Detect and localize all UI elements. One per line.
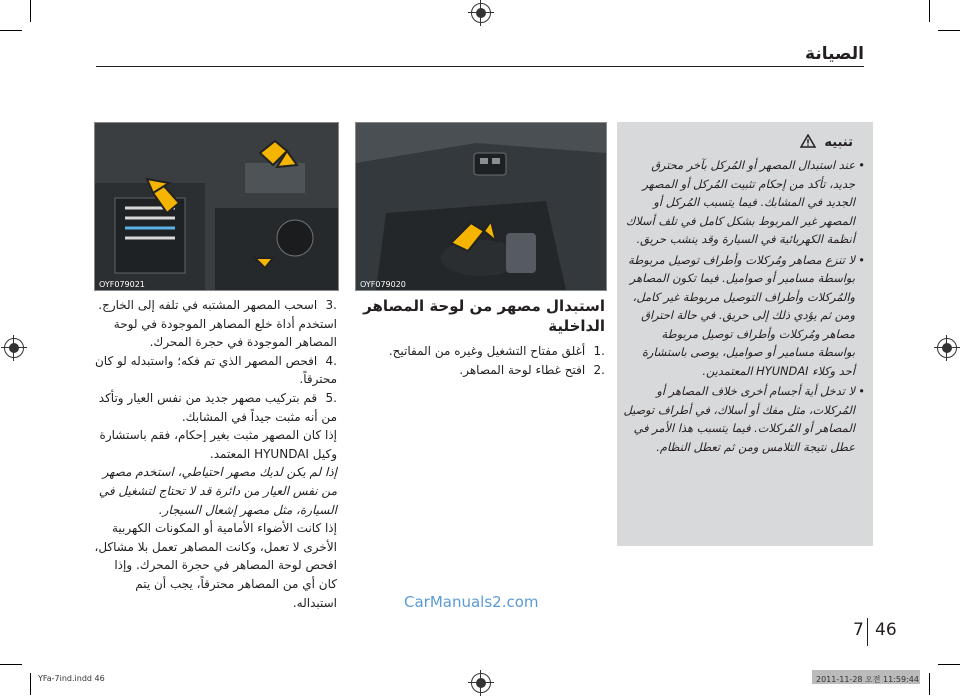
step-item bbox=[355, 361, 605, 380]
crop-mark bbox=[929, 0, 930, 22]
caution-item: • لا تدخل أية أجسام أخرى خلاف المصاهر أو المُركلات، مثل مفك أو أسلاك، في أطراف توصيل المصاهر أو المُركلات. فيما يتسبب هذا الأمر في عطل نتيجة التلامس ومن ثم تعطل النظام. bbox=[623, 382, 865, 456]
caution-item: • لا تنزع مصاهر ومُركلات وأطراف توصيل مربوطة بواسطة مسامير أو صواميل. فيما تكون المصاهر والمُركلات وأطراف التوصيل مربوطة غير كامل، ومن ثم يؤدي ذلك إلى حريق. في حالة احتراق مصاهر ومُركلات وأطراف توصيل مربوطة بواسطة مسامير أو صواميل، يوصى باستشارة أحد وكلاء HYUNDAI المعتمدين. bbox=[623, 251, 865, 381]
caution-list bbox=[623, 156, 865, 458]
crop-mark bbox=[938, 664, 960, 665]
watermark: CarManuals2.com bbox=[404, 593, 539, 611]
step-item bbox=[94, 296, 337, 352]
note-paragraph: إذا كانت الأضواء الأمامية أو المكونات الكهربية الأخرى لا تعمل، وكانت المصاهر تعمل بلا مشاكل، افحص لوحة المصاهر في حجرة المحرك. وإذا كان أي من المصاهر محترقاً، يجب أن يتم استبداله. bbox=[94, 521, 337, 610]
steps-list bbox=[355, 342, 605, 379]
engine-fuse-box-photo bbox=[94, 122, 339, 291]
step-number: .5 bbox=[325, 390, 337, 405]
step-item bbox=[94, 389, 337, 426]
fuse-panel-photo bbox=[355, 122, 607, 291]
middle-column bbox=[355, 296, 605, 379]
step-number: .4 bbox=[325, 353, 337, 368]
registration-mark-icon bbox=[471, 673, 491, 693]
registration-mark-icon bbox=[471, 3, 491, 23]
footer-timestamp: 2011-11-28 오전 11:59:44 bbox=[816, 675, 919, 684]
footer-filename: YFa-7ind.indd 46 bbox=[38, 674, 105, 683]
section-heading: استبدال مصهر من لوحة المصاهر bbox=[363, 297, 605, 315]
step-number: .3 bbox=[325, 298, 337, 312]
step-text: أغلق مفتاح التشغيل وغيره من المفاتيح. bbox=[388, 344, 586, 358]
step-text: افتح غطاء لوحة المصاهر. bbox=[459, 362, 586, 377]
registration-mark-icon bbox=[4, 338, 24, 358]
page-number-divider bbox=[867, 618, 868, 646]
caution-item: • عند استبدال المصهر أو المُركل بآخر محترق جديد، تأكد من إحكام تثبيت المُركل أو المصهر الجديد في المشابك. فيما يتسبب المُركل أو المصهر غير المربوط بشكل كامل في تلف أسلاك أنظمة الكهربائية في السيارة وقد ينشب حريق. bbox=[623, 156, 865, 249]
step-item bbox=[94, 352, 337, 389]
note-paragraph-italic: إذا لم يكن لديك مصهر احتياطي، استخدم مصهر من نفس العيار من دائرة قد لا تحتاج لتشغيل في السيارة، مثل مصهر إشعال السيجار. bbox=[98, 465, 337, 517]
crop-mark bbox=[30, 0, 31, 22]
crop-mark bbox=[929, 673, 930, 695]
crop-mark bbox=[0, 30, 22, 31]
engine-fuse-box-illustration bbox=[95, 123, 338, 290]
step-number: .1 bbox=[593, 344, 605, 358]
section-title: الصيانة bbox=[805, 44, 864, 64]
crop-mark bbox=[30, 673, 31, 695]
chapter-number: 7 bbox=[853, 620, 864, 640]
warning-triangle-icon bbox=[800, 134, 816, 148]
crop-mark bbox=[0, 664, 22, 665]
caution-label: تنبيه bbox=[824, 135, 853, 150]
page-number: 46 bbox=[875, 620, 897, 640]
photo-code: OYF079021 bbox=[99, 280, 145, 289]
title-rule bbox=[96, 66, 864, 67]
crop-mark bbox=[938, 30, 960, 31]
step-number: .2 bbox=[593, 362, 605, 377]
registration-mark-icon bbox=[937, 338, 957, 358]
step-item bbox=[355, 342, 605, 361]
note-paragraph: إذا كان المصهر مثبت بغير إحكام، فقم باستشارة وكيل HYUNDAI المعتمد. bbox=[99, 428, 337, 461]
caution-box bbox=[617, 122, 873, 546]
step-text: افحص المصهر الذي تم فكه؛ واستبدله لو كان محترقاً. bbox=[94, 353, 337, 387]
section-heading-cont: الداخلية bbox=[548, 317, 605, 335]
photo-code: OYF079020 bbox=[360, 280, 406, 289]
step-text: قم بتركيب مصهر جديد من نفس العيار وتأكد من أنه مثبت جيداً في المشابك. bbox=[98, 390, 337, 424]
left-column bbox=[94, 296, 337, 612]
caution-title bbox=[800, 134, 853, 150]
fuse-panel-illustration bbox=[356, 123, 606, 290]
step-text: اسحب المصهر المشتبه في تلفه إلى الخارج. استخدم أداة خلع المصاهر الموجودة في لوحة المصاهر الموجودة في حجرة المحرك. bbox=[98, 298, 337, 350]
